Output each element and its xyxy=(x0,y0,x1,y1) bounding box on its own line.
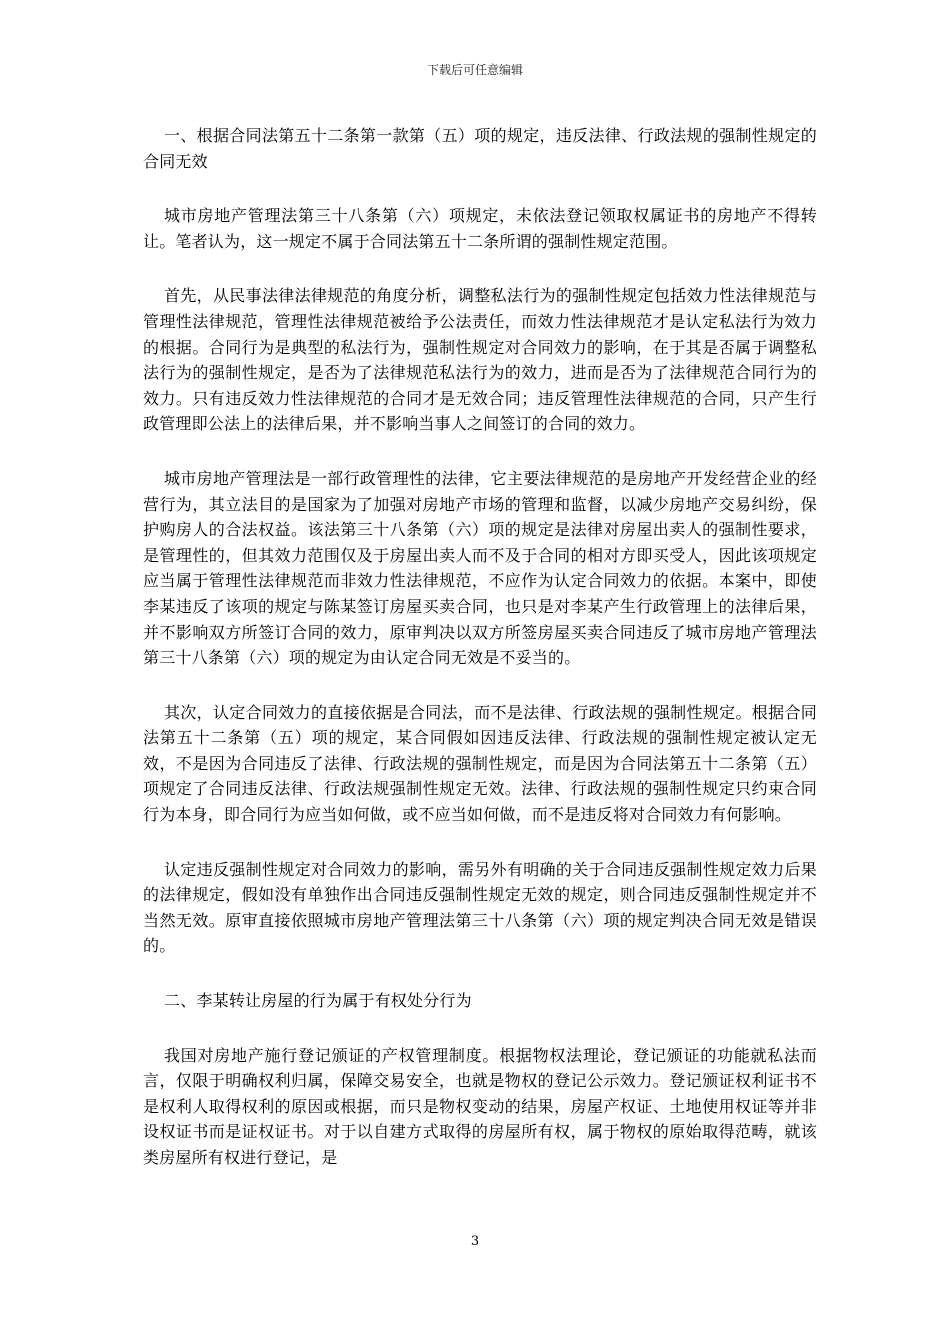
paragraph: 我国对房地产施行登记颁证的产权管理制度。根据物权法理论，登记颁证的功能就私法而言，仅限于明确权利归属，保障交易安全，也就是物权的登记公示效力。登记颁证权利证书不是权利人取得权利的原因或根据，而只是物权变动的结果，房屋产权证、土地使用权证等并非设权证书而是证权证书。对于以自建方式取得的房屋所有权，属于物权的原始取得范畴，就该类房屋所有权进行登记，是 xyxy=(143,1045,817,1167)
section-heading-1: 一、根据合同法第五十二条第一款第（五）项的规定，违反法律、行政法规的强制性规定的合同无效 xyxy=(143,126,817,171)
paragraph: 城市房地产管理法是一部行政管理性的法律，它主要法律规范的是房地产开发经营企业的经营行为，其立法目的是国家为了加强对房地产市场的管理和监督，以减少房地产交易纠纷，保护购房人的合法权益。该法第三十八条第（六）项的规定是法律对房屋出卖人的强制性要求，是管理性的，但其效力范围仅及于房屋出卖人而不及于合同的相对方即买受人，因此该项规定应当属于管理性法律规范而非效力性法律规范，不应作为认定合同效力的依据。本案中，即使李某违反了该项的规定与陈某签订房屋买卖合同，也只是对李某产生行政管理上的法律后果，并不影响双方所签订合同的效力，原审判决以双方所签房屋买卖合同违反了城市房地产管理法第三十八条第（六）项的规定为由认定合同无效是不妥当的。 xyxy=(143,468,817,668)
page-header: 下载后可任意编辑 xyxy=(426,63,523,77)
paragraph: 首先，从民事法律法律规范的角度分析，调整私法行为的强制性规定包括效力性法律规范与管理性法律规范，管理性法律规范被给予公法责任，而效力性法律规范才是认定私法行为效力的根据。合同行为是典型的私法行为，强制性规定对合同效力的影响，在于其是否属于调整私法行为的强制性规定，是否为了法律规范私法行为的效力，进而是否为了法律规范合同行为的效力。只有违反效力性法律规范的合同才是无效合同；违反管理性法律规范的合同，只产生行政管理即公法上的法律后果，并不影响当事人之间签订的合同的效力。 xyxy=(143,286,817,434)
section-heading-2: 二、李某转让房屋的行为属于有权处分行为 xyxy=(164,991,472,1011)
paragraph: 认定违反强制性规定对合同效力的影响，需另外有明确的关于合同违反强制性规定效力后果的法律规定，假如没有单独作出合同违反强制性规定无效的规定，则合同违反强制性规定并不当然无效。原审直接依照城市房地产管理法第三十八条第（六）项的规定判决合同无效是错误的。 xyxy=(143,859,817,956)
paragraph: 城市房地产管理法第三十八条第（六）项规定，未依法登记领取权属证书的房地产不得转让。笔者认为，这一规定不属于合同法第五十二条所谓的强制性规定范围。 xyxy=(143,206,817,251)
document-body xyxy=(143,123,817,1171)
page-number: 3 xyxy=(470,1234,480,1249)
paragraph: 其次，认定合同效力的直接依据是合同法，而不是法律、行政法规的强制性规定。根据合同法第五十二条第（五）项的规定，某合同假如因违反法律、行政法规的强制性规定被认定无效，不是因为合同违反了法律、行政法规的强制性规定，而是因为合同法第五十二条第（五）项规定了合同违反法律、行政法规强制性规定无效。法律、行政法规的强制性规定只约束合同行为本身，即合同行为应当如何做，或不应当如何做，而不是违反将对合同效力有何影响。 xyxy=(143,702,817,825)
